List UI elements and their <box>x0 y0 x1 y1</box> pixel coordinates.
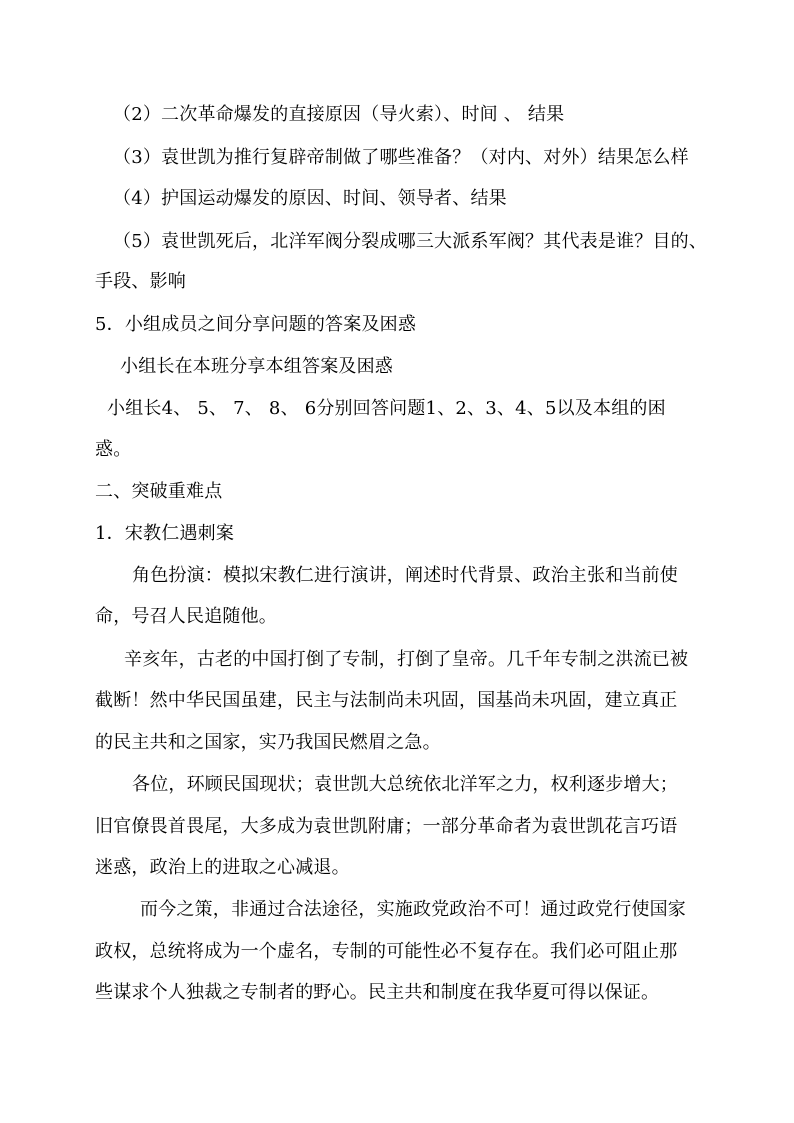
topic-1-heading: 1．宋教仁遇刺案 <box>95 523 235 544</box>
group-leader-share-line: 小组长在本班分享本组答案及困惑 <box>120 356 393 377</box>
speech-paragraph-3-line-3: 些谋求个人独裁之专制者的野心。民主共和制度在我华夏可得以保证。 <box>95 982 660 1003</box>
speech-paragraph-1-line-1: 辛亥年，古老的中国打倒了专制，打倒了皇帝。几千年专制之洪流已被 <box>124 649 689 670</box>
speech-paragraph-1-line-2: 截断！然中华民国虽建，民主与法制尚未巩固，国基尚未巩固，建立真正 <box>95 690 678 711</box>
role-play-continuation: 命，号召人民追随他。 <box>95 606 277 627</box>
role-play-line: 角色扮演：模拟宋教仁进行演讲，阐述时代背景、政治主张和当前使 <box>132 565 678 586</box>
section-2-heading: 二、突破重难点 <box>95 481 223 502</box>
speech-paragraph-2-line-1: 各位，环顾民国现状；袁世凯大总统依北洋军之力，权利逐步增大； <box>132 774 678 795</box>
question-2-line: （2）二次革命爆发的直接原因（导火索）、时间 、 结果 <box>113 104 565 125</box>
question-5-continuation: 手段、影响 <box>95 271 186 292</box>
question-3-line: （3）袁世凯为推行复辟帝制做了哪些准备？（对内、对外）结果怎么样 <box>113 147 689 168</box>
step-5-heading: 5．小组成员之间分享问题的答案及困惑 <box>95 314 417 335</box>
speech-paragraph-2-line-3: 迷惑，政治上的进取之心减退。 <box>95 857 350 878</box>
question-5-line: （5）袁世凯死后，北洋军阀分裂成哪三大派系军阀？其代表是谁？目的、 <box>113 231 708 252</box>
speech-paragraph-3-line-1: 而今之策，非通过合法途径，实施政党政治不可！通过政党行使国家 <box>140 899 686 920</box>
speech-paragraph-2-line-2: 旧官僚畏首畏尾，大多成为袁世凯附庸；一部分革命者为袁世凯花言巧语 <box>95 816 678 837</box>
group-leader-answer-line: 小组长4、 5、 7、 8、 6分别回答问题1、2、3、4、5以及本组的困 <box>107 398 666 419</box>
question-4-line: （4）护国运动爆发的原因、时间、领导者、结果 <box>113 188 507 209</box>
group-leader-answer-continuation: 惑。 <box>95 439 132 460</box>
speech-paragraph-3-line-2: 政权，总统将成为一个虚名，专制的可能性必不复存在。我们必可阻止那 <box>95 941 678 962</box>
speech-paragraph-1-line-3: 的民主共和之国家，实乃我国民燃眉之急。 <box>95 732 441 753</box>
